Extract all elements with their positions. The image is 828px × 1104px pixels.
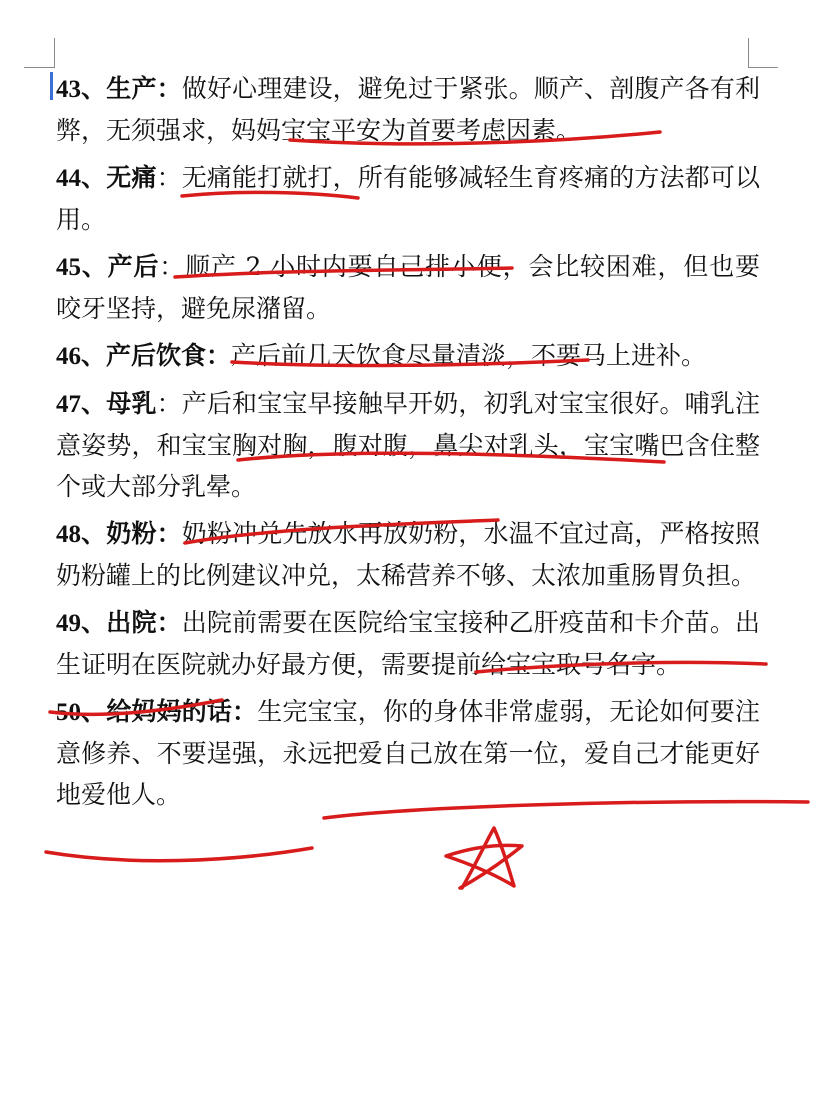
- tip-text: 做好心理建设，避免过于紧张。顺产、剖腹产各有利弊，无须强求，妈妈宝宝平安为首要考虑因素。: [56, 74, 760, 145]
- underline-44: [182, 192, 358, 198]
- tip-separator: ：: [232, 697, 258, 726]
- tip-text: 出院前需要在医院给宝宝接种乙肝疫苗和卡介苗。出生证明在医院就办好最方便，需要提前给宝宝取号名字。: [56, 608, 760, 679]
- underline-43: [290, 132, 660, 144]
- tip-separator: ：: [156, 163, 182, 192]
- underline-48: [185, 520, 498, 543]
- tip-separator: ：: [156, 74, 182, 103]
- tip-heading: 无痛: [106, 163, 157, 192]
- tip-heading: 产后饮食: [106, 341, 207, 370]
- tip-number: 45、: [56, 254, 108, 281]
- tip-number: 49、: [56, 610, 107, 637]
- tip-text: 无痛能打就打，所有能够减轻生育疼痛的方法都可以用。: [56, 163, 760, 234]
- tip-number: 50、: [56, 699, 107, 726]
- tip-text: 生完宝宝，你的身体非常虚弱，无论如何要注意修养、不要逞强，永远把爱自己放在第一位，爱自己才能更好地爱他人。: [56, 697, 760, 809]
- tip-separator: ：: [206, 341, 232, 370]
- tip-heading: 出院: [106, 608, 157, 637]
- hand-drawn-star-icon: [446, 828, 522, 888]
- tip-separator: ：: [159, 252, 186, 281]
- underline-50a: [324, 802, 808, 818]
- underline-49a: [476, 662, 766, 672]
- tip-separator: ：: [156, 608, 182, 637]
- underline-49b: [50, 700, 222, 714]
- tip-heading: 奶粉: [106, 519, 157, 548]
- tip-separator: ：: [156, 389, 182, 418]
- tip-number: 47、: [56, 391, 107, 418]
- tip-number: 44、: [56, 165, 107, 192]
- tip-text: 顺产 2 小时内要自己排小便，会比较困难，但也要咬牙坚持，避免尿潴留。: [56, 252, 760, 323]
- tip-number: 43、: [56, 76, 107, 103]
- underline-47: [238, 453, 664, 462]
- tip-heading: 母乳: [106, 389, 157, 418]
- underline-46: [232, 360, 588, 366]
- tip-number: 48、: [56, 521, 107, 548]
- tip-separator: ：: [156, 519, 182, 548]
- tip-text: 产后前几天饮食尽量清淡，不要马上进补。: [231, 341, 707, 370]
- tip-text: 产后和宝宝早接触早开奶，初乳对宝宝很好。哺乳注意姿势，和宝宝胸对胸，腹对腹，鼻尖对乳头，宝宝嘴巴含住整个或大部分乳晕。: [56, 389, 760, 501]
- tip-text: 奶粉冲兑先放水再放奶粉，水温不宜过高，严格按照奶粉罐上的比例建议冲兑，太稀营养不够、太浓加重肠胃负担。: [56, 519, 760, 590]
- tip-heading: 产后: [107, 252, 160, 281]
- tip-heading: 给妈妈的话: [106, 697, 233, 726]
- underline-50b: [46, 848, 312, 861]
- tip-heading: 生产: [106, 74, 157, 103]
- tip-number: 46、: [56, 343, 107, 370]
- underline-45: [175, 268, 512, 277]
